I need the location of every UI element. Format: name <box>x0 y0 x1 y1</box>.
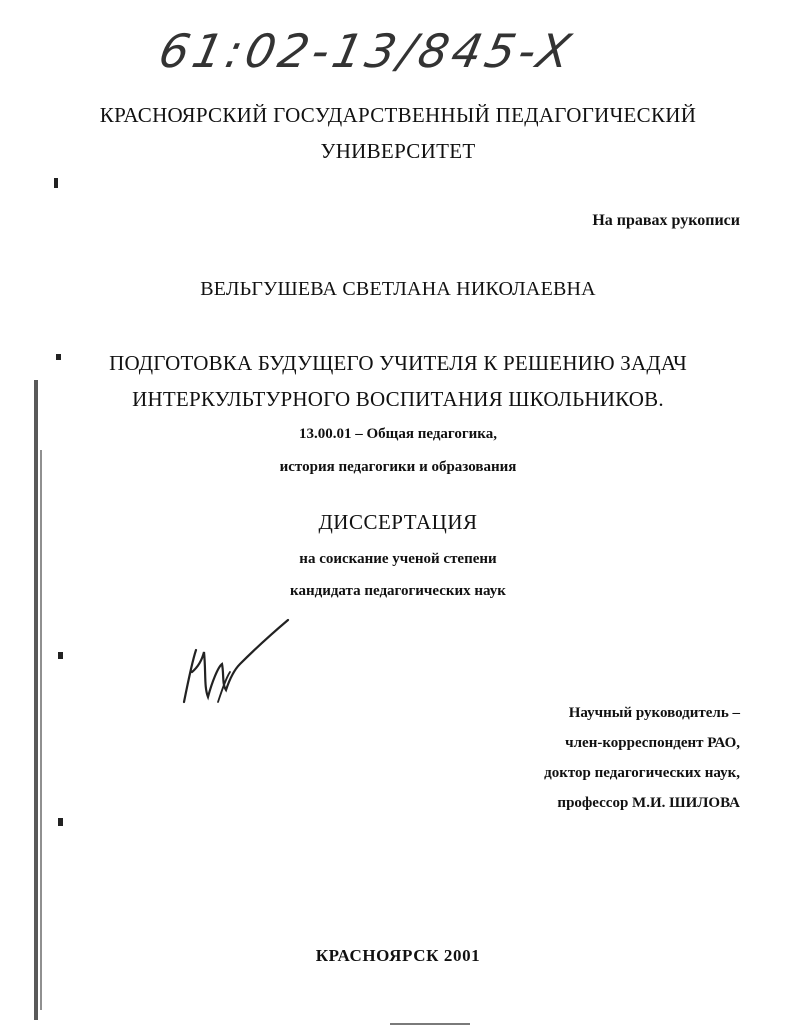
university-name <box>0 97 796 169</box>
title-line-2: ИНТЕРКУЛЬТУРНОГО ВОСПИТАНИЯ ШКОЛЬНИКОВ. <box>132 387 664 411</box>
supervisor-line-3: доктор педагогических наук, <box>544 765 740 781</box>
specialty <box>0 418 796 484</box>
degree-line-2: кандидата педагогических наук <box>290 583 506 599</box>
scan-bottom-mark <box>390 1023 470 1025</box>
specialty-line-1: 13.00.01 – Общая педагогика, <box>299 426 497 442</box>
scan-speck <box>54 178 58 188</box>
degree-line-1: на соискание ученой степени <box>299 551 497 567</box>
city-year: КРАСНОЯРСК 2001 <box>315 946 481 965</box>
scan-speck <box>58 818 63 826</box>
scientific-supervisor <box>544 698 740 818</box>
specialty-line-2: история педагогики и образования <box>279 459 517 475</box>
supervisor-line-1: Научный руководитель – <box>568 705 740 721</box>
university-line-2: УНИВЕРСИТЕТ <box>320 139 476 163</box>
dissertation-title <box>0 345 796 417</box>
title-line-1: ПОДГОТОВКА БУДУЩЕГО УЧИТЕЛЯ К РЕШЕНИЮ ЗАДАЧ <box>109 351 687 375</box>
supervisor-line-2: член-корреспондент РАО, <box>565 735 740 751</box>
author-name: ВЕЛЬГУШЕВА СВЕТЛАНА НИКОЛАЕВНА <box>200 278 596 300</box>
rights-note: На правах рукописи <box>592 212 740 229</box>
scan-edge-line <box>34 380 38 1020</box>
handwritten-archive-number: 61:02-13/845-X <box>154 24 580 78</box>
degree <box>0 543 796 607</box>
signature-image <box>178 612 298 712</box>
scan-edge-line-inner <box>40 450 42 1010</box>
scan-speck <box>58 652 63 659</box>
supervisor-line-4: профессор М.И. ШИЛОВА <box>557 795 740 811</box>
document-type: ДИССЕРТАЦИЯ <box>318 510 478 534</box>
scan-speck <box>56 354 61 360</box>
university-line-1: КРАСНОЯРСКИЙ ГОСУДАРСТВЕННЫЙ ПЕДАГОГИЧЕСКИЙ <box>99 103 697 127</box>
